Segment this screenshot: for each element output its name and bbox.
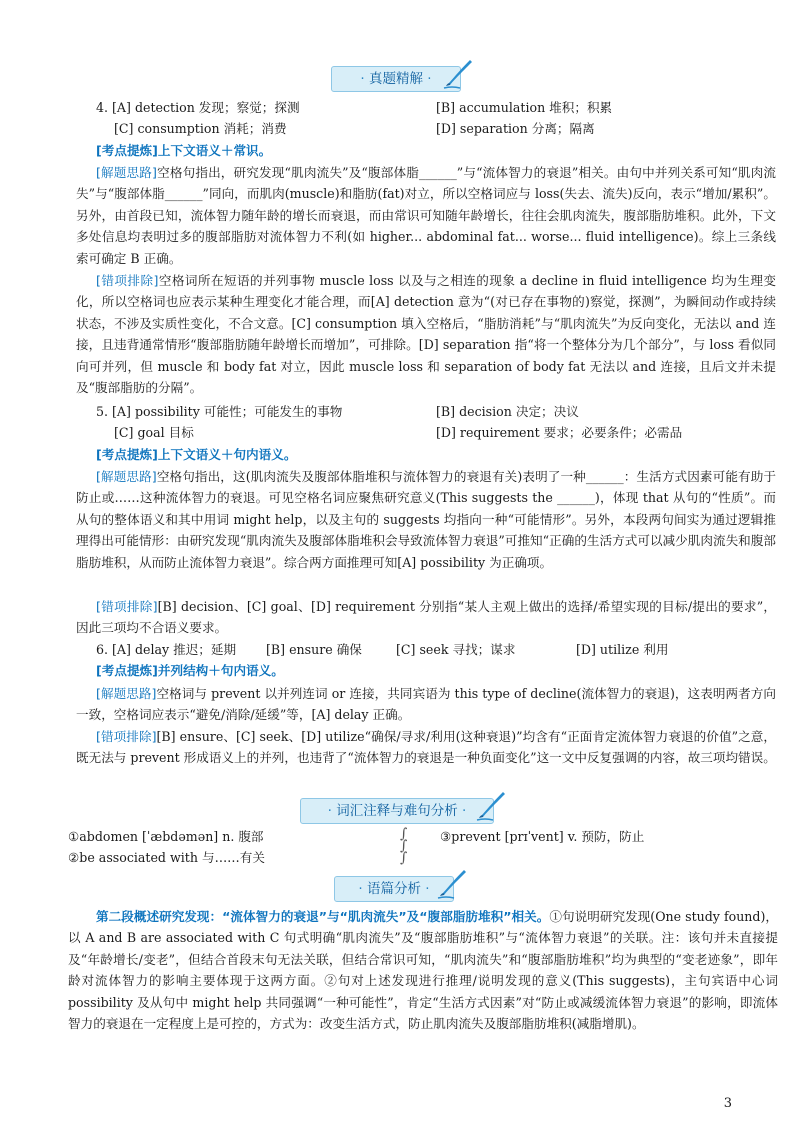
q5-idea-text: 空格句指出，这(肌肉流失及腹部体脂堆积与流体智力的衰退有关)表明了一种______：生活方式因素可能有助于防止或……这种流体智力的衰退。可见空格名词应聚焦研究意义(This suggests the ______)，体现 that 从句的“性质”。而从句的整体语义和其中用词 might help，以及主句的 suggests 均指向一种“可能情形”。另外，本段两句间实为通过逻辑推理得出可能情形：由研究发现“肌肉流失及腹部体脂堆积会导致流体智力衰退”可推知“正确的生活方式可以减少肌肉流失和腹部脂肪堆积，从而防止流体智力衰退”。综合两方面推理可知[A] possibility 为正确项。 bbox=[76, 469, 776, 570]
banner-discourse: · 语篇分析 · bbox=[0, 876, 800, 902]
q6-option-c: [C] seek 寻找；谋求 bbox=[396, 642, 516, 657]
banner-title: 语篇分析 bbox=[367, 881, 421, 897]
q4-point-text: 上下文语义＋常识。 bbox=[157, 142, 272, 158]
q6-option-a: 6. [A] delay 推迟；延期 bbox=[96, 642, 237, 657]
banner-vocab: · 词汇注释与难句分析 · bbox=[0, 798, 800, 824]
q6-idea-text: 空格词与 prevent 以并列连词 or 连接，共同宾语为 this type of decline(流体智力的衰退)，这表明两者方向一致，空格词应表示“避免/消除/延缓”等，[A] delay 正确。 bbox=[76, 686, 777, 723]
q5-point-text: 上下文语义＋句内语义。 bbox=[157, 446, 297, 462]
q4-section bbox=[96, 97, 776, 161]
q6-point-text: 并列结构＋句内语义。 bbox=[157, 663, 284, 679]
q4-point-tag: [考点提炼] bbox=[96, 142, 158, 158]
q4-option-b: [B] accumulation 堆积；积累 bbox=[436, 100, 613, 115]
q5-idea-tag: [解题思路] bbox=[96, 469, 157, 484]
q6-section bbox=[96, 639, 776, 682]
pen-icon bbox=[475, 788, 509, 822]
q4-option-a: 4. [A] detection 发现；察觉；探测 bbox=[96, 100, 300, 115]
q5-idea bbox=[76, 466, 776, 573]
q5-elim-tag: [错项排除] bbox=[96, 599, 158, 614]
q4-elim bbox=[76, 270, 776, 398]
q4-idea-text: 空格句指出，研究发现“肌肉流失”及“腹部体脂______”与“流体智力的衰退”相关。由句中并列关系可知“肌肉流失”与“腹部体脂______”同向，而肌肉(muscle)和脂肪(fat)对立，所以空格词应与 loss(失去、流失)反向，表示“增加/累积”。另外，由首段已知，流体智力随年龄的增长而衰退，而由常识可知随年龄增长，往往会肌肉流失，腹部脂肪堆积。此外，下文多处信息均表明过多的腹部脂肪对流体智力不利(如 higher... abdominal fat... worse... fluid intelligence)。综上三条线索可确定 B 正确。 bbox=[76, 165, 776, 266]
q5-option-c: [C] goal 目标 bbox=[114, 425, 194, 441]
q6-elim-text: [B] ensure、[C] seek、[D] utilize“确保/寻求/利用(这种衰退)”均含有“正面肯定流体智力衰退的价值”之意，既无法与 prevent 形成语义上的并列，也违背了“流体智力的衰退是一种负面变化”这一文中反复强调的内容，故三项均错误。 bbox=[76, 729, 777, 766]
discourse-analysis bbox=[68, 906, 778, 1034]
q6-point-tag: [考点提炼] bbox=[96, 663, 158, 679]
vocab-item-abdomen: ①abdomen [ˈæbdəmən] n. 腹部 bbox=[68, 829, 264, 844]
discourse-text: ①句说明研究发现(One study found)，以 A and B are associated with C 句式明确“肌肉流失”及“腹部脂肪堆积”与“流体智力衰退”的关联。注：该句并未直接提及“年龄增长/变老”，但结合首段末句无法关联，但结合常识可知，“肌肉流失”和“腹部脂肪堆积”均为典型的“变老迹象”，即年龄对流体智力的影响主要体现于这两方面。②句对上述发现进行推理/说明发现的意义(This suggests)，主句宾语中心词 possibility 及从句中 might help 共同强调“一种可能性”，肯定“生活方式因素”对“防止或减缓流体智力衰退”的影响，即流体智力的衰退在一定程度上是可控的，方式为：改变生活方式，防止肌肉流失及腹部脂肪堆积(减脂增肌)。 bbox=[68, 909, 778, 1032]
q6-option-d: [D] utilize 利用 bbox=[576, 642, 669, 657]
q5-option-b: [B] decision 决定；决议 bbox=[436, 404, 579, 419]
q6-idea bbox=[76, 683, 776, 726]
banner-title: 真题精解 bbox=[369, 71, 423, 87]
q4-option-c: [C] consumption 消耗；消费 bbox=[114, 121, 287, 137]
q5-section bbox=[96, 401, 776, 465]
discourse-lead: 第二段概述研究发现：“流体智力的衰退”与“肌肉流失”及“腹部脂肪堆积”相关。 bbox=[96, 909, 550, 924]
q6-point bbox=[96, 660, 776, 681]
q5-point bbox=[96, 444, 776, 465]
banner-title: 词汇注释与难句分析 bbox=[336, 803, 458, 819]
q4-point bbox=[96, 140, 776, 161]
squiggle-divider: ∫ ∫ ∫ bbox=[400, 826, 408, 866]
q4-idea bbox=[76, 162, 776, 269]
q6-elim-tag: [错项排除] bbox=[96, 729, 157, 744]
q6-idea-tag: [解题思路] bbox=[96, 686, 157, 701]
q6-option-b: [B] ensure 确保 bbox=[266, 642, 362, 657]
q5-option-d: [D] requirement 要求；必要条件；必需品 bbox=[436, 425, 683, 441]
q5-option-a: 5. [A] possibility 可能性；可能发生的事物 bbox=[96, 404, 343, 419]
q6-elim bbox=[76, 726, 776, 769]
q5-elim bbox=[76, 596, 776, 639]
q5-elim-text: [B] decision、[C] goal、[D] requirement 分别指“某人主观上做出的选择/希望实现的目标/提出的要求”，因此三项均不合语义要求。 bbox=[76, 599, 777, 636]
pen-icon bbox=[436, 866, 470, 900]
q4-options-row2 bbox=[96, 118, 776, 139]
q4-idea-tag: [解题思路] bbox=[96, 165, 157, 180]
q5-point-tag: [考点提炼] bbox=[96, 446, 158, 462]
q4-options-row1 bbox=[96, 97, 776, 118]
vocab-item-prevent: ③prevent [prɪˈvent] v. 预防，防止 bbox=[440, 829, 645, 844]
vocab-item-associated: ②be associated with 与……有关 bbox=[68, 850, 265, 865]
q4-option-d: [D] separation 分离；隔离 bbox=[436, 121, 595, 137]
banner-exam-analysis: · 真题精解 · bbox=[0, 66, 800, 92]
pen-icon bbox=[442, 56, 476, 90]
page-number: 3 bbox=[723, 1096, 732, 1111]
q4-elim-text: 空格词所在短语的并列事物 muscle loss 以及与之相连的现象 a decline in fluid intelligence 均为生理变化，所以空格词也应表示某种生理变化才能合理，而[A] detection 意为“(对已存在事物的)察觉，探测”，为瞬间动作或持续状态，不涉及实质性变化，不合文意。[C] consumption 填入空格后，“脂肪消耗”与“肌肉流失”为反向变化，无法以 and 连接，且违背通常情形“腹部脂肪随年龄增长而增加”，可排除。[D] separation 指“将一个整体分为几个部分”，与 loss 看似同向可并列，但 muscle 和 body fat 对立，因此 muscle loss 和 separation of body fat 无法以 and 连接，且后文并未提及“腹部脂肪的分隔”。 bbox=[76, 273, 777, 396]
q4-elim-tag: [错项排除] bbox=[96, 273, 159, 288]
